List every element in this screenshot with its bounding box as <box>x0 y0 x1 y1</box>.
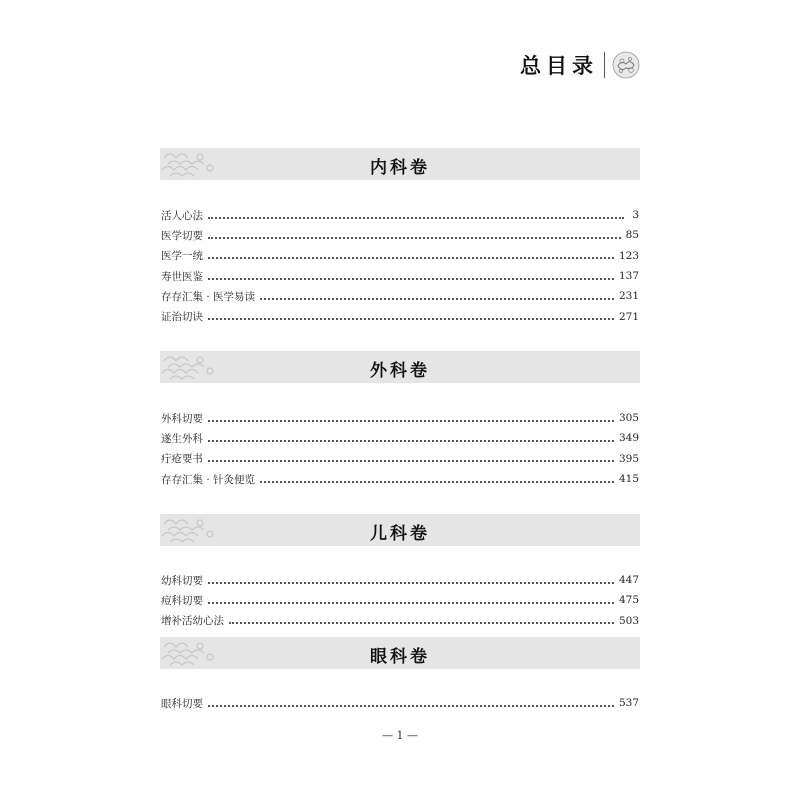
toc-entry-title: 增补活幼心法 <box>161 615 224 628</box>
toc-entry-page: 537 <box>618 697 639 710</box>
toc-entry-page: 395 <box>618 452 639 465</box>
toc-leader-dots <box>208 216 624 219</box>
toc-entry-page: 475 <box>618 594 639 607</box>
toc-list-surgery <box>161 408 639 489</box>
toc-entry[interactable] <box>161 225 639 245</box>
toc-leader-dots <box>229 621 614 624</box>
toc-entry[interactable] <box>161 205 639 225</box>
toc-entry-title: 寿世医鉴 <box>161 270 203 283</box>
toc-entry-title: 医学一统 <box>161 250 203 263</box>
toc-entry-page: 137 <box>618 270 639 283</box>
toc-entry[interactable] <box>161 570 639 590</box>
toc-entry-page: 85 <box>625 229 639 242</box>
toc-entry-page: 271 <box>618 310 639 323</box>
toc-entry-page: 231 <box>618 290 639 303</box>
toc-entry-title: 证治切诀 <box>161 311 203 324</box>
toc-entry-page: 305 <box>618 412 639 425</box>
toc-leader-dots <box>208 256 614 259</box>
toc-leader-dots <box>208 317 614 320</box>
toc-entry[interactable] <box>161 428 639 448</box>
toc-list-pediatrics <box>161 570 639 631</box>
section-title: 外科卷 <box>370 361 430 381</box>
toc-leader-dots <box>208 236 621 239</box>
cloud-ornament-icon <box>611 50 641 80</box>
toc-entry[interactable] <box>161 449 639 469</box>
toc-entry[interactable] <box>161 266 639 286</box>
toc-entry-title: 外科切要 <box>161 412 203 425</box>
toc-leader-dots <box>208 277 614 280</box>
toc-entry[interactable] <box>161 611 639 631</box>
page-header <box>520 48 650 82</box>
toc-leader-dots <box>208 581 614 584</box>
toc-leader-dots <box>260 480 614 483</box>
toc-entry[interactable] <box>161 246 639 266</box>
toc-entry-title: 活人心法 <box>161 209 203 222</box>
toc-entry[interactable] <box>161 693 639 713</box>
toc-entry-title: 存存汇集 · 医学易读 <box>161 290 256 303</box>
toc-entry-title: 遂生外科 <box>161 432 203 445</box>
toc-list-ophthalmology <box>161 693 639 713</box>
toc-leader-dots <box>208 459 614 462</box>
toc-entry-title: 幼科切要 <box>161 574 203 587</box>
toc-entry-title: 疔疮要书 <box>161 453 203 466</box>
toc-entry-page: 503 <box>618 614 639 627</box>
section-title: 儿科卷 <box>370 524 430 544</box>
toc-entry-title: 医学切要 <box>161 229 203 242</box>
toc-entry-title: 存存汇集 · 针灸便览 <box>161 473 256 486</box>
toc-entry-page: 3 <box>632 209 639 222</box>
section-title: 眼科卷 <box>370 647 430 667</box>
toc-entry[interactable] <box>161 590 639 610</box>
section-band-ophthalmology <box>160 637 640 669</box>
toc-entry[interactable] <box>161 306 639 326</box>
toc-entry-page: 415 <box>618 473 639 486</box>
page-number: — 1 — <box>382 729 418 742</box>
toc-entry[interactable] <box>161 469 639 489</box>
toc-leader-dots <box>208 439 614 442</box>
toc-leader-dots <box>208 704 614 707</box>
toc-entry-title: 痘科切要 <box>161 594 203 607</box>
toc-entry-page: 123 <box>618 249 639 262</box>
page-title: 总目录 <box>520 53 598 78</box>
section-band-pediatrics <box>160 514 640 546</box>
toc-entry-page: 447 <box>618 574 639 587</box>
header-divider <box>604 52 605 78</box>
section-band-surgery <box>160 351 640 383</box>
section-band-internal <box>160 148 640 180</box>
toc-leader-dots <box>260 297 614 300</box>
toc-leader-dots <box>208 419 614 422</box>
toc-leader-dots <box>208 601 614 604</box>
section-title: 内科卷 <box>370 158 430 178</box>
toc-entry[interactable] <box>161 408 639 428</box>
toc-list-internal <box>161 205 639 327</box>
toc-entry-page: 349 <box>618 432 639 445</box>
toc-entry-title: 眼科切要 <box>161 697 203 710</box>
toc-entry[interactable] <box>161 286 639 306</box>
